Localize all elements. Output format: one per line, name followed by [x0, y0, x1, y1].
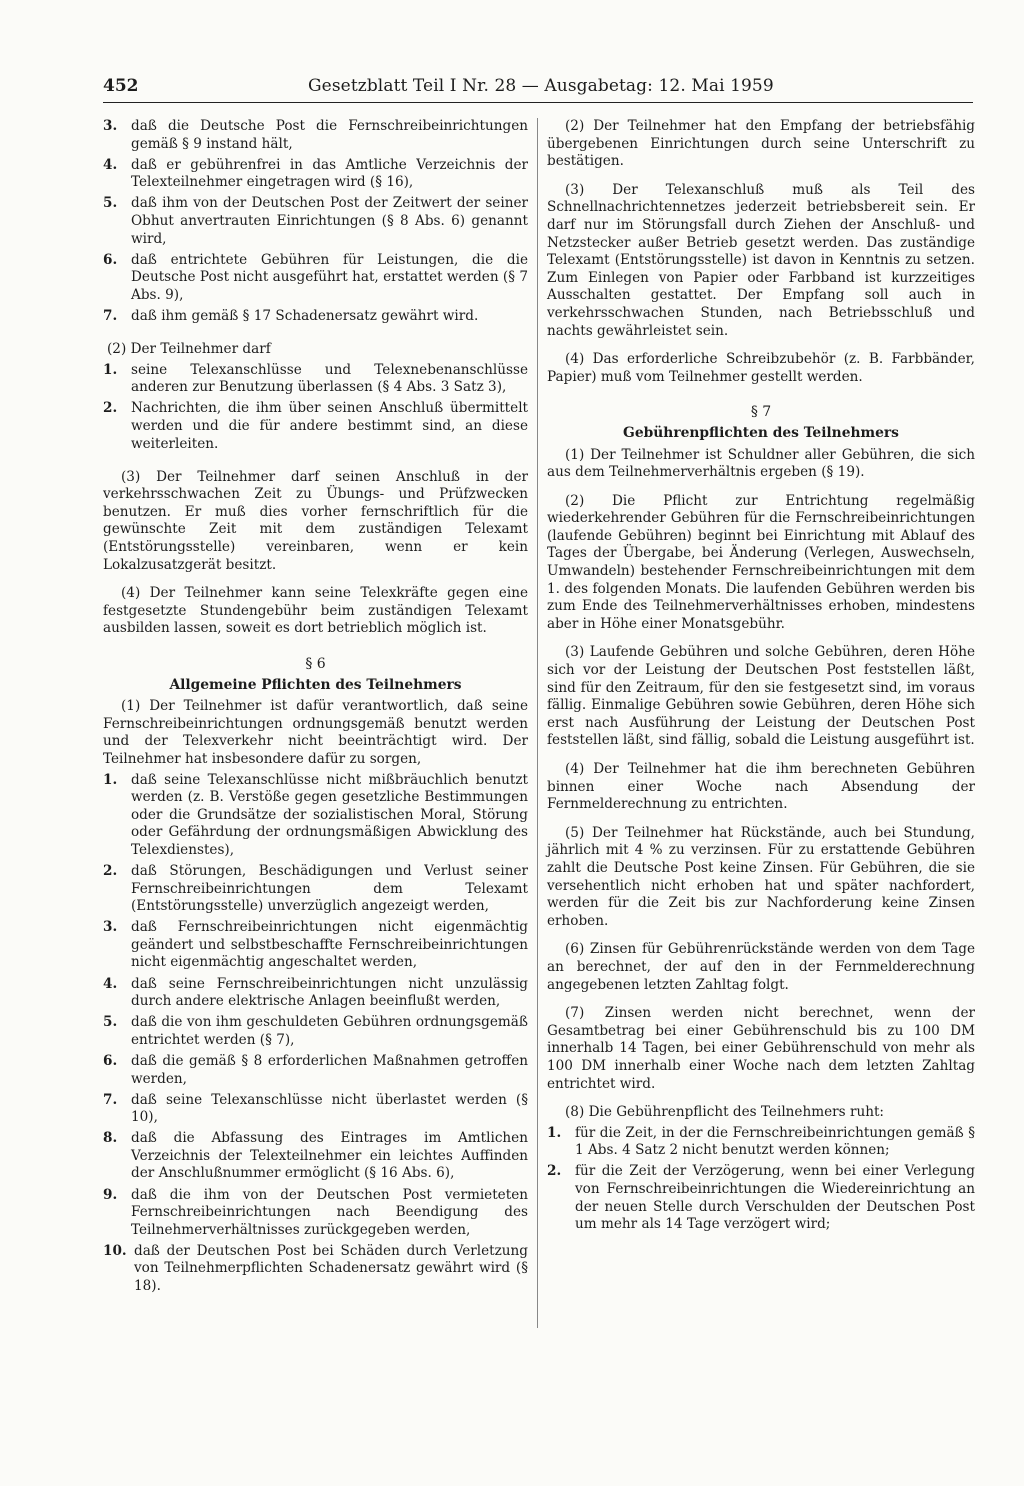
page-number: 452	[103, 76, 139, 96]
list-item	[103, 118, 528, 153]
item-number: 2.	[547, 1163, 562, 1180]
item-number: 2.	[103, 862, 118, 879]
item-text: daß die gemäß § 8 erforderlichen Maßnahmen getroffen werden,	[131, 1052, 528, 1087]
paragraph: (3) Der Telexanschluß muß als Teil des Schnellnachrichtennetzes jederzeit betriebsbereit sein. Er darf nur im Störungsfall durch Ziehen der Anschluß- und Netzstecker außer Betrieb gesetzt werden. Das zuständige Telexamt (Entstörungsstelle) ist davon in Kenntnis zu setzen. Zum Einlegen von Papier oder Farbband ist kurzzeitiges Ausschalten gestattet. Der Empfang soll auch in verkehrsschwachen Stunden, nach Betriebsschluß und nachts gewährleistet sein.	[547, 181, 975, 339]
paragraph: (7) Zinsen werden nicht berechnet, wenn der Gesamtbetrag bei einer Gebührenschuld bis zu 100 DM innerhalb 14 Tagen, bei einer Gebührenschuld von mehr als 100 DM innerhalb einer Woche nach dem letzten Zahltag entrichtet wird.	[547, 1005, 975, 1092]
list-item	[103, 1092, 528, 1127]
list-item	[547, 1163, 975, 1233]
page-header	[103, 74, 973, 103]
item-text: Nachrichten, die ihm über seinen Anschluß übermittelt werden und die für andere bestimmt sind, an diese weiterleiten.	[131, 400, 528, 452]
paragraph: (3) Laufende Gebühren und solche Gebühren, deren Höhe sich vor der Leistung der Deutschen Post feststellen läßt, sind für den Zeitraum, für den sie festgesetzt sind, im voraus fällig. Einmalige Gebühren sowie Gebühren, deren Höhe sich erst nach Ausführung der Leistung der Deutschen Post feststellen läßt, sind fällig, sobald die Leistung ausgeführt ist.	[547, 644, 975, 749]
list-item	[103, 400, 528, 453]
paragraph: (8) Die Gebührenpflicht des Teilnehmers ruht:	[565, 1104, 885, 1121]
paragraph: (2) Der Teilnehmer hat den Empfang der betriebsfähig übergebenen Einrichtungen durch seine Unterschrift zu bestätigen.	[547, 118, 975, 170]
item-number: 1.	[103, 361, 118, 378]
left-column	[103, 118, 528, 1299]
paragraph: (4) Das erforderliche Schreibzubehör (z. B. Farbbänder, Papier) muß vom Teilnehmer gestellt werden.	[547, 351, 975, 385]
list-item	[103, 1053, 528, 1088]
section-heading: Allgemeine Pflichten des Teilnehmers	[169, 676, 462, 693]
list-item	[103, 1187, 528, 1240]
section-number: § 6	[305, 655, 326, 672]
list-item	[103, 1243, 528, 1296]
item-number: 1.	[547, 1124, 562, 1141]
item-text: daß Störungen, Beschädigungen und Verlust seiner Fernschreibeinrichtungen dem Telexamt (Entstörungsstelle) unverzüglich angezeigt werden,	[131, 862, 528, 915]
paragraph: (3) Der Teilnehmer darf seinen Anschluß in der verkehrsschwachen Zeit zu Übungs- und Prüfzwecken benutzen. Er muß dies vorher fernschriftlich für die gewünschte Zeit mit dem zuständigen Telexamt (Entstörungsstelle) vereinbaren, wenn er kein Lokalzusatzgerät besitzt.	[103, 468, 528, 573]
list-item	[103, 772, 528, 860]
item-text: daß Fernschreibeinrichtungen nicht eigenmächtig geändert und selbstbeschaffte Fernschreibeinrichtungen nicht eigenmächtig angeschaltet werden,	[131, 919, 528, 971]
item-text: daß ihm gemäß § 17 Schadenersatz gewährt wird.	[131, 307, 479, 324]
item-text: daß der Deutschen Post bei Schäden durch Verletzung von Teilnehmerpflichten Schadenersatz gewährt wird (§ 18).	[134, 1242, 528, 1295]
paragraph: (5) Der Teilnehmer hat Rückstände, auch bei Stundung, jährlich mit 4 % zu verzinsen. Für zu erstattende Gebühren zahlt die Deutsche Post keine Zinsen. Für Gebühren, die sie versehentlich nicht erhoben hat und später nachfordert, werden für die Zeit bis zur Nachforderung keine Zinsen erhoben.	[547, 824, 975, 929]
item-text: daß die von ihm geschuldeten Gebühren ordnungsgemäß entrichtet werden (§ 7),	[131, 1014, 528, 1048]
item-text: daß seine Telexanschlüsse nicht mißbräuchlich benutzt werden (z. B. Verstöße gegen gesetzliche Bestimmungen oder die Grundsätze der sozialistischen Moral, Störung oder Gefährdung der ordnungsmäßigen Abwicklung des Telexdienstes),	[131, 771, 528, 858]
list-item	[103, 195, 528, 248]
item-number: 6.	[103, 251, 118, 268]
list-item	[103, 1130, 528, 1183]
paragraph: (4) Der Teilnehmer hat die ihm berechneten Gebühren binnen einer Woche nach Absendung der Fernmelderechnung zu entrichten.	[547, 761, 975, 813]
paragraph: (1) Der Teilnehmer ist dafür verantwortlich, daß seine Fernschreibeinrichtungen ordnungsgemäß benutzt werden und der Telexverkehr nicht beeinträchtigt wird. Der Teilnehmer hat insbesondere dafür zu sorgen,	[103, 698, 528, 767]
item-number: 4.	[103, 156, 118, 173]
list-item	[547, 1125, 975, 1160]
item-number: 4.	[103, 975, 118, 992]
item-number: 1.	[103, 771, 118, 788]
paragraph: (1) Der Teilnehmer ist Schuldner aller Gebühren, die sich aus dem Teilnehmerverhältnis ergeben (§ 19).	[547, 446, 975, 481]
list-item	[103, 252, 528, 305]
item-text: daß seine Fernschreibeinrichtungen nicht unzulässig durch andere elektrische Anlagen beeinflußt werden,	[131, 975, 528, 1010]
list-item	[103, 863, 528, 916]
list-item	[103, 1014, 528, 1049]
list-item	[103, 308, 528, 326]
item-number: 6.	[103, 1052, 118, 1069]
list-item	[103, 157, 528, 192]
item-number: 8.	[103, 1130, 118, 1147]
item-number: 2.	[103, 400, 118, 417]
paragraph: (4) Der Teilnehmer kann seine Telexkräfte gegen eine festgesetzte Stundengebühr beim zuständigen Telexamt ausbilden lassen, soweit es dort betrieblich möglich ist.	[103, 585, 528, 637]
item-text: für die Zeit der Verzögerung, wenn bei einer Verlegung von Fernschreibeinrichtungen die Wiedereinrichtung an der neuen Stelle durch Verschulden der Deutschen Post um mehr als 14 Tage verzögert wird;	[575, 1163, 975, 1233]
item-text: daß die Deutsche Post die Fernschreibeinrichtungen gemäß § 9 instand hält,	[131, 118, 528, 152]
item-number: 3.	[103, 118, 118, 134]
list-item	[103, 362, 528, 397]
item-text: daß die Abfassung des Eintrages im Amtlichen Verzeichnis der Telexteilnehmer ein leichtes Auffinden der Anschlußnummer ermöglicht (§ 16 Abs. 6),	[131, 1130, 528, 1182]
gazette-title: Gesetzblatt Teil I Nr. 28 — Ausgabetag: 12. Mai 1959	[308, 76, 774, 96]
item-number: 7.	[103, 1091, 118, 1108]
item-text: daß die ihm von der Deutschen Post vermieteten Fernschreibeinrichtungen nach Beendigung des Teilnehmerverhältnisses zurückgegeben werden,	[131, 1186, 528, 1238]
paragraph: (6) Zinsen für Gebührenrückstände werden von dem Tage an berechnet, der auf den in der Fernmelderechnung angegebenen letzten Zahltag folgt.	[547, 941, 975, 993]
list-item	[103, 919, 528, 972]
item-number: 5.	[103, 195, 118, 212]
item-text: daß entrichtete Gebühren für Leistungen, die die Deutsche Post nicht ausgeführt hat, erstattet werden (§ 7 Abs. 9),	[131, 251, 528, 303]
right-column	[547, 118, 975, 1237]
section-heading: Gebührenpflichten des Teilnehmers	[623, 424, 899, 441]
item-number: 5.	[103, 1014, 118, 1031]
item-text: daß seine Telexanschlüsse nicht überlastet werden (§ 10),	[131, 1091, 528, 1126]
section-number: § 7	[750, 404, 772, 421]
list-item	[103, 976, 528, 1011]
item-text: daß er gebührenfrei in das Amtliche Verzeichnis der Telexteilnehmer eingetragen wird (§ 16),	[131, 156, 528, 191]
item-text: für die Zeit, in der die Fernschreibeinrichtungen gemäß § 1 Abs. 4 Satz 2 nicht benutzt werden können;	[575, 1124, 975, 1159]
item-number: 3.	[103, 919, 118, 936]
item-number: 10.	[103, 1242, 127, 1259]
item-number: 9.	[103, 1186, 118, 1203]
paragraph: (2) Die Pflicht zur Entrichtung regelmäßig wiederkehrender Gebühren für die Fernschreibeinrichtungen (laufende Gebühren) beginnt bei Einrichtung mit Ablauf des Tages der Übergabe, bei Änderung (Verlegen, Auswechseln, Umwandeln) bestehender Fernschreibeinrichtungen mit dem 1. des folgenden Monats. Die laufenden Gebühren werden bis zum Ende des Teilnehmerverhältnisses erhoben, mindestens aber in Höhe einer Monatsgebühr.	[547, 492, 975, 632]
item-number: 7.	[103, 307, 118, 324]
item-text: seine Telexanschlüsse und Telexnebenanschlüsse anderen zur Benutzung überlassen (§ 4 Abs. 3 Satz 3),	[131, 361, 528, 396]
item-text: daß ihm von der Deutschen Post der Zeitwert der seiner Obhut anvertrauten Einrichtungen (§ 8 Abs. 6) genannt wird,	[131, 195, 528, 247]
paragraph: (2) Der Teilnehmer darf	[107, 341, 271, 358]
